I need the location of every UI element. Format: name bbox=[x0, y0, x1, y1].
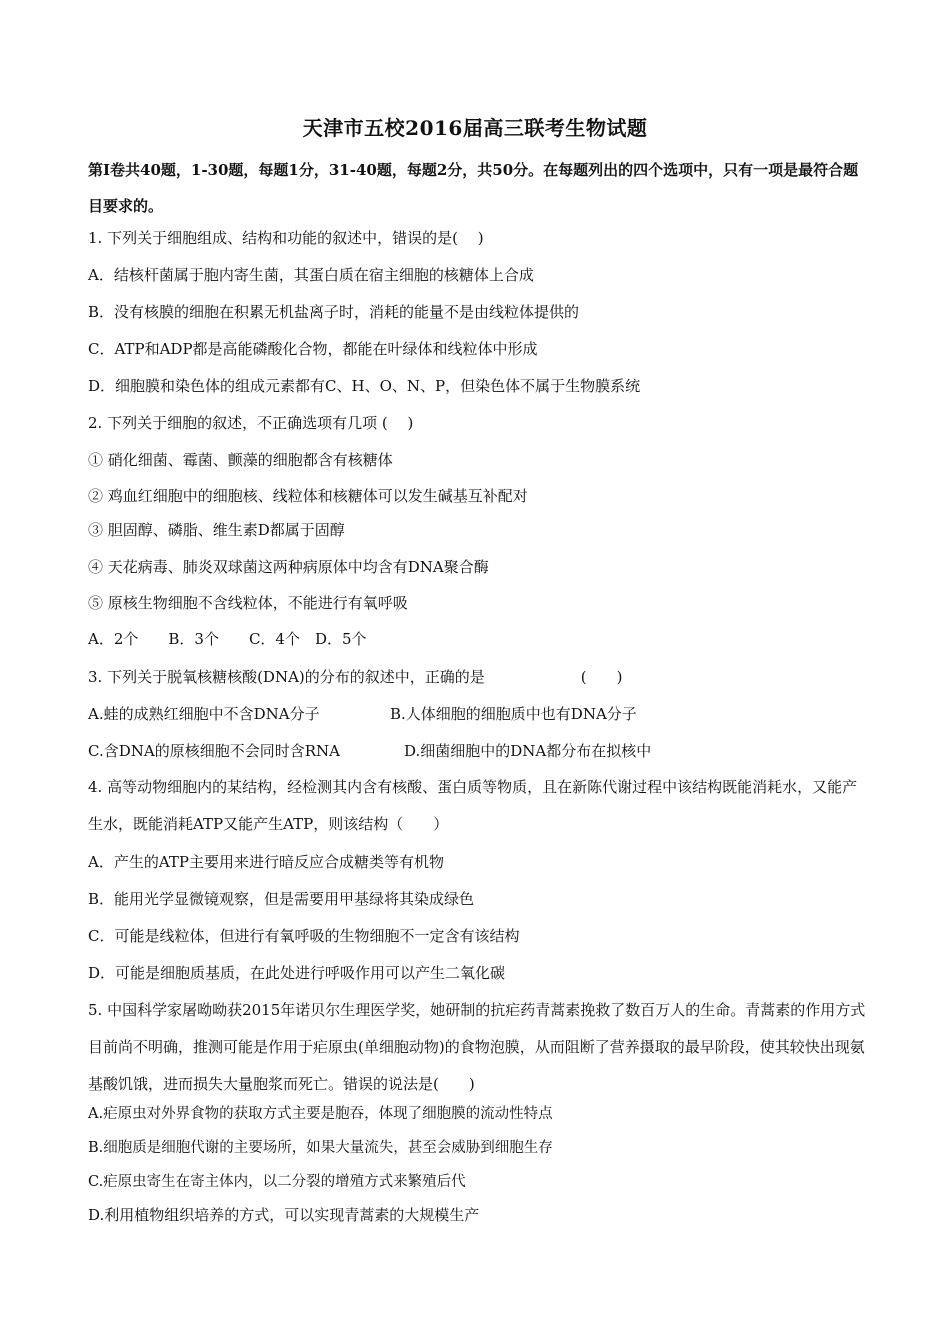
q3-option-a: A.蛙的成熟红细胞中不含DNA分子 bbox=[88, 705, 320, 723]
q3-option-b: B.人体细胞的细胞质中也有DNA分子 bbox=[390, 705, 637, 723]
section-instruction: 第Ⅰ卷共40题，1-30题，每题1分，31-40题，每题2分，共50分。在每题列出的四个选项中，只有一项是最符合题目要求的。 bbox=[88, 161, 859, 215]
q1-option-a: A．结核杆菌属于胞内寄生菌，其蛋白质在宿主细胞的核糖体上合成 bbox=[88, 266, 534, 284]
q3-stem-line bbox=[88, 666, 878, 687]
q4-option-b: B．能用光学显微镜观察，但是需要用甲基绿将其染成绿色 bbox=[88, 890, 475, 908]
q5-option-a: A.疟原虫对外界食物的获取方式主要是胞吞，体现了细胞膜的流动性特点 bbox=[88, 1106, 553, 1122]
q1-stem: 1. 下列关于细胞组成、结构和功能的叙述中，错误的是( ) bbox=[88, 229, 484, 247]
q2-item-1: ① 硝化细菌、霉菌、颤藻的细胞都含有核糖体 bbox=[88, 451, 393, 469]
q5-option-b: B.细胞质是细胞代谢的主要场所，如果大量流失，甚至会威胁到细胞生存 bbox=[88, 1140, 553, 1156]
q4-stem: 4. 高等动物细胞内的某结构，经检测其内含有核酸、蛋白质等物质，且在新陈代谢过程中该结构既能消耗水，又能产生水，既能消耗ATP又能产生ATP，则该结构（ ） bbox=[88, 778, 858, 833]
q1-option-c: C．ATP和ADP都是高能磷酸化合物，都能在叶绿体和线粒体中形成 bbox=[88, 340, 538, 358]
q2-item-4: ④ 天花病毒、肺炎双球菌这两种病原体中均含有DNA聚合酶 bbox=[88, 558, 489, 576]
q3-option-d: D.细菌细胞中的DNA都分布在拟核中 bbox=[404, 742, 652, 760]
q3-options-row-2 bbox=[88, 740, 878, 761]
q5-stem: 5. 中国科学家屠呦呦获2015年诺贝尔生理医学奖，她研制的抗疟药青蒿素挽救了数百万人的生命。青蒿素的作用方式目前尚不明确，推测可能是作用于疟原虫(单细胞动物)的食物泡膜，从而阻断了营养摄取的最早阶段，使其较快出现氨基酸饥饿，进而损失大量胞浆而死亡。错误的说法是( ) bbox=[88, 1001, 866, 1093]
q5-option-d: D.利用植物组织培养的方式，可以实现青蒿素的大规模生产 bbox=[88, 1206, 480, 1224]
q4-option-d: D．可能是细胞质基质，在此处进行呼吸作用可以产生二氧化碳 bbox=[88, 964, 506, 982]
q5-option-c: C.疟原虫寄生在寄主体内，以二分裂的增殖方式来繁殖后代 bbox=[88, 1174, 466, 1190]
q2-item-3: ③ 胆固醇、磷脂、维生素D都属于固醇 bbox=[88, 521, 345, 539]
q3-options-row-1 bbox=[88, 703, 878, 724]
q4-option-a: A．产生的ATP主要用来进行暗反应合成糖类等有机物 bbox=[88, 853, 444, 871]
q3-option-c: C.含DNA的原核细胞不会同时含RNA bbox=[88, 742, 340, 760]
q1-option-b: B．没有核膜的细胞在积累无机盐离子时，消耗的能量不是由线粒体提供的 bbox=[88, 303, 580, 321]
q3-stem: 3. 下列关于脱氧核糖核酸(DNA)的分布的叙述中，正确的是 bbox=[88, 668, 485, 686]
q2-item-2: ② 鸡血红细胞中的细胞核、线粒体和核糖体可以发生碱基互补配对 bbox=[88, 487, 528, 505]
document-title: 天津市五校2016届高三联考生物试题 bbox=[302, 116, 648, 140]
q2-item-5: ⑤ 原核生物细胞不含线粒体，不能进行有氧呼吸 bbox=[88, 594, 408, 612]
q2-stem: 2. 下列关于细胞的叙述，不正确选项有几项 ( ) bbox=[88, 414, 414, 432]
q4-option-c: C．可能是线粒体，但进行有氧呼吸的生物细胞不一定含有该结构 bbox=[88, 927, 520, 945]
q2-options: A．2个 B．3个 C．4个 D．5个 bbox=[88, 630, 367, 648]
q1-option-d: D．细胞膜和染色体的组成元素都有C、H、O、N、P，但染色体不属于生物膜系统 bbox=[88, 377, 641, 395]
q3-answer-paren: ( ) bbox=[580, 668, 623, 686]
